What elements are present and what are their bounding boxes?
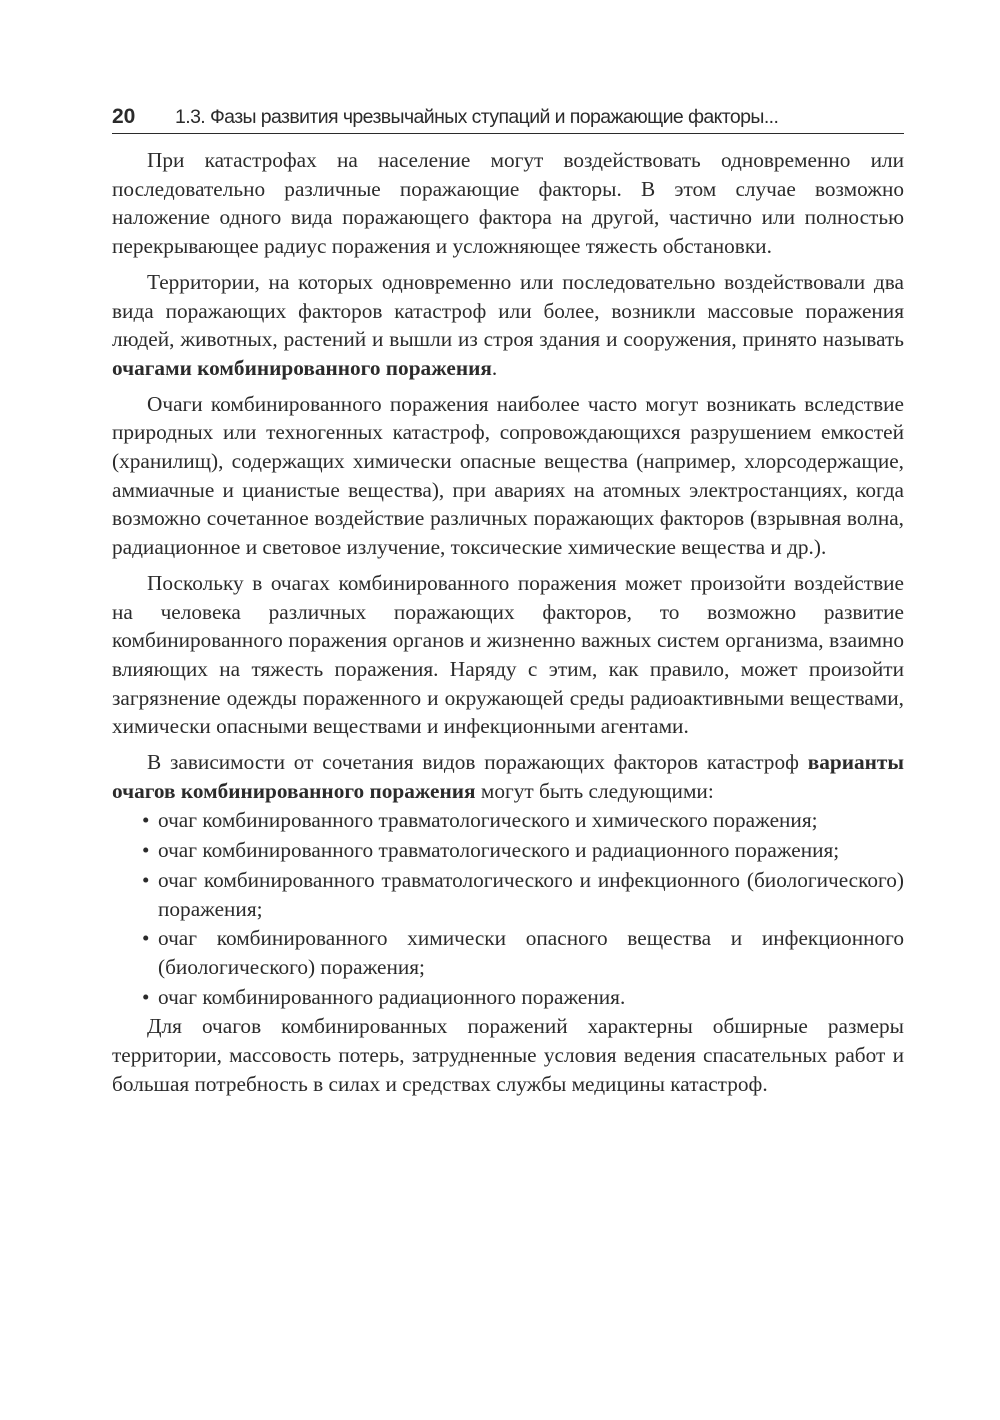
bullet-icon: • <box>142 808 150 833</box>
list-item-text: очаг комбинированного химически опасного вещества и инфекционного (биологического) поражения; <box>158 926 904 979</box>
header-rule <box>112 133 904 134</box>
paragraph-4 <box>112 569 904 741</box>
paragraph-5-end: могут быть следующими: <box>475 778 714 803</box>
main-text <box>112 146 904 1099</box>
foci-variants-list <box>112 806 904 1011</box>
paragraph-2 <box>112 268 904 383</box>
paragraph-2-text: Территории, на которых одновременно или последовательно воздействовали два вида поражающих факторов катастроф или более, возникли массовые поражения людей, животных, растений и вышли из строя здания и сооружения, принято называть <box>112 269 904 352</box>
list-item <box>112 836 904 865</box>
list-item <box>112 983 904 1012</box>
paragraph-4-text: Поскольку в очагах комбинированного поражения может произойти воздействие на человека различных поражающих факторов, то возможно развитие комбинированного поражения органов и жизненно важных систем организма, взаимно влияющих на тяжесть поражения. Наряду с этим, как правило, может произойти загрязнение одежды пораженного и окружающей среды радиоактивными веществами, химически опасными веществами и инфекционными агентами. <box>112 570 904 739</box>
bullet-icon: • <box>142 926 150 951</box>
list-item-text: очаг комбинированного травматологического и радиационного поражения; <box>158 838 840 863</box>
page-number: 20 <box>112 105 136 128</box>
bullet-icon: • <box>142 838 150 863</box>
paragraph-3 <box>112 390 904 562</box>
closing-paragraph-text: Для очагов комбинированных поражений характерны обширные размеры территории, массовость потерь, затрудненные условия ведения спасательных работ и большая потребность в силах и средствах службы медицины катастроф. <box>112 1014 904 1096</box>
paragraph-1 <box>112 146 904 261</box>
list-item <box>112 924 904 981</box>
list-item-text: очаг комбинированного травматологического и инфекционного (биологического) поражения; <box>158 867 904 921</box>
paragraph-5 <box>112 748 904 805</box>
closing-paragraph <box>112 1012 904 1098</box>
bullet-icon: • <box>142 867 150 892</box>
bullet-icon: • <box>142 984 150 1009</box>
list-item <box>112 866 904 923</box>
term-combined-lesion-foci: очагами комбинированного поражения <box>112 355 492 380</box>
section-title: 1.3. Фазы развития чрезвычайных ступаций и поражающие факторы... <box>175 106 779 128</box>
paragraph-2-end: . <box>491 355 498 380</box>
running-header <box>112 102 904 134</box>
list-item-text: очаг комбинированного радиационного поражения. <box>158 984 626 1009</box>
term-variants-of-foci: варианты очагов комбинированного поражения <box>112 750 904 803</box>
list-item-text: очаг комбинированного травматологического и химического поражения; <box>158 808 818 833</box>
list-item <box>112 806 904 835</box>
paragraph-5-text: В зависимости от сочетания видов поражающих факторов катастроф <box>147 750 808 775</box>
paragraph-3-text: Очаги комбинированного поражения наиболее часто могут возникать вследствие природных или техногенных катастроф, сопровождающихся разрушением емкостей (хранилищ), содержащих химически опасные вещества (например, хлорсодержащие, аммиачные и цианистые вещества), при авариях на атомных электростанциях, когда возможно сочетанное воздействие различных поражающих факторов (взрывная волна, радиационное и световое излучение, токсические химические вещества и др.). <box>112 391 904 560</box>
paragraph-1-text: При катастрофах на население могут воздействовать одновременно или последовательно различные поражающие факторы. В этом случае возможно наложение одного вида поражающего фактора на другой, частично или полностью перекрывающее радиус поражения и усложняющее тяжесть обстановки. <box>112 148 904 259</box>
